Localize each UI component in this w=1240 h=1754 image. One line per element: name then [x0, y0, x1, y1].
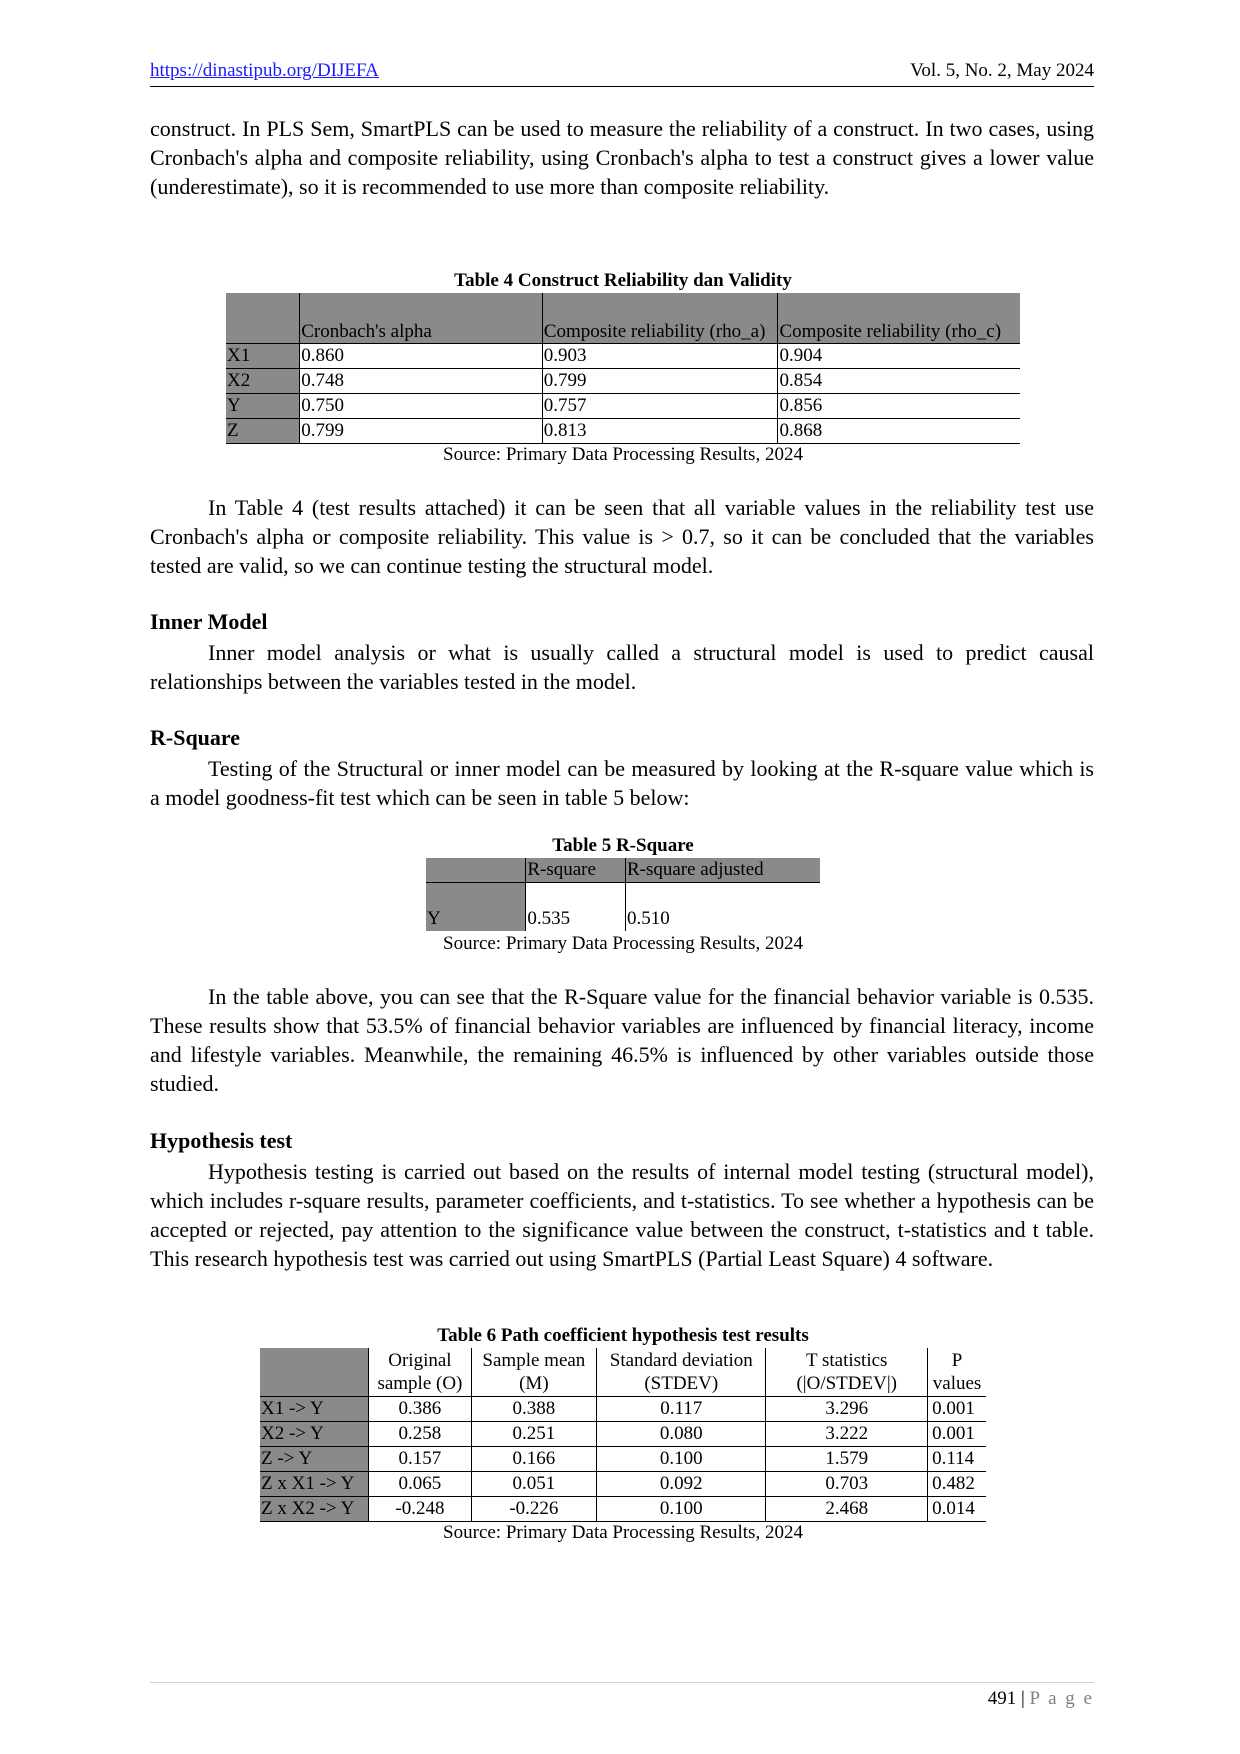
table-header-cell	[426, 858, 526, 883]
table6-caption: Table 6 Path coefficient hypothesis test results	[437, 1325, 809, 1346]
heading-r-square: R-Square	[150, 725, 241, 750]
table-cell: 0.703	[766, 1472, 928, 1497]
table-header-cell: R-square	[526, 858, 626, 883]
table-cell: 0.114	[928, 1447, 986, 1472]
table-row	[260, 1447, 986, 1472]
table-header-cell: Cronbach's alpha	[300, 293, 543, 344]
table-cell: 0.748	[300, 369, 543, 394]
table-cell: 2.468	[766, 1497, 928, 1522]
table-row	[426, 883, 820, 932]
paragraph-r-square-analysis: In the table above, you can see that the R-Square value for the financial behavior variable is 0.535. These results show that 53.5% of financial behavior variables are influenced by financial literacy, income and lifestyle variables. Meanwhile, the remaining 46.5% is influenced by other variables outside those studied.	[150, 984, 1094, 1096]
issue-info: Vol. 5, No. 2, May 2024	[910, 60, 1094, 81]
row-label: X1	[226, 344, 300, 369]
table4-reliability	[226, 293, 1020, 444]
table-row	[226, 344, 1020, 369]
table-cell: 0.750	[300, 394, 543, 419]
row-label: Z	[226, 419, 300, 444]
heading-hypothesis-test: Hypothesis test	[150, 1128, 293, 1153]
table-cell: 3.296	[766, 1397, 928, 1422]
table-cell: 0.903	[542, 344, 778, 369]
table-header-cell: Composite reliability (rho_c)	[778, 293, 1020, 344]
table-cell: 0.080	[597, 1422, 766, 1447]
table5-caption: Table 5 R-Square	[552, 835, 694, 856]
table-header-row	[226, 293, 1020, 344]
table-header-cell: Composite reliability (rho_a)	[542, 293, 778, 344]
table4-caption: Table 4 Construct Reliability dan Validity	[454, 270, 792, 291]
table-header-cell: R-square adjusted	[625, 858, 820, 883]
table-cell: 0.482	[928, 1472, 986, 1497]
table-cell: 0.117	[597, 1397, 766, 1422]
table-cell: 3.222	[766, 1422, 928, 1447]
table6-source: Source: Primary Data Processing Results, 2024	[443, 1522, 803, 1543]
table-cell: 0.388	[471, 1397, 597, 1422]
table-cell: 0.868	[778, 419, 1020, 444]
table-cell: 0.757	[542, 394, 778, 419]
table-cell: 0.092	[597, 1472, 766, 1497]
table-cell: 0.799	[300, 419, 543, 444]
table-row	[226, 394, 1020, 419]
table-cell: 0.100	[597, 1497, 766, 1522]
table-cell: 0.535	[526, 883, 626, 932]
heading-inner-model: Inner Model	[150, 609, 268, 634]
table-cell: 0.813	[542, 419, 778, 444]
table-cell: 0.904	[778, 344, 1020, 369]
table-row	[226, 419, 1020, 444]
table-header-cell: Original sample (O)	[369, 1348, 471, 1397]
footer-divider	[150, 1682, 1094, 1683]
table-cell: 0.100	[597, 1447, 766, 1472]
page-separator: |	[1020, 1688, 1025, 1709]
table-cell: 0.065	[369, 1472, 471, 1497]
table-cell: 0.051	[471, 1472, 597, 1497]
paragraph-construct-reliability: construct. In PLS Sem, SmartPLS can be used to measure the reliability of a construct. In two cases, using Cronbach's alpha and composite reliability, using Cronbach's alpha to test a construct gives a lower value (underestimate), so it is recommended to use more than composite reliability.	[150, 116, 1094, 199]
table-cell: 0.856	[778, 394, 1020, 419]
paragraph-inner-model: Inner model analysis or what is usually called a structural model is used to predict causal relationships between the variables tested in the model.	[150, 640, 1094, 694]
page-label: P a g e	[1029, 1688, 1094, 1709]
table-row	[260, 1422, 986, 1447]
row-label: X2 -> Y	[260, 1422, 369, 1447]
table-row	[260, 1497, 986, 1522]
table-cell: 0.860	[300, 344, 543, 369]
header-divider	[150, 86, 1094, 87]
table-cell: 1.579	[766, 1447, 928, 1472]
table-row	[226, 369, 1020, 394]
table-row	[260, 1472, 986, 1497]
table-cell: 0.001	[928, 1422, 986, 1447]
table-header-row	[426, 858, 820, 883]
table-row	[260, 1397, 986, 1422]
table-cell: 0.251	[471, 1422, 597, 1447]
table4-source: Source: Primary Data Processing Results, 2024	[443, 444, 803, 465]
row-label: X1 -> Y	[260, 1397, 369, 1422]
table-header-cell	[260, 1348, 369, 1397]
table-cell: 0.510	[625, 883, 820, 932]
table-cell: 0.386	[369, 1397, 471, 1422]
table-cell: 0.258	[369, 1422, 471, 1447]
row-label: X2	[226, 369, 300, 394]
table6-path-coefficients	[260, 1348, 986, 1522]
row-label: Z -> Y	[260, 1447, 369, 1472]
row-label: Z x X2 -> Y	[260, 1497, 369, 1522]
table5-r-square	[426, 858, 820, 931]
paragraph-r-square: Testing of the Structural or inner model can be measured by looking at the R-square value which is a model goodness-fit test which can be seen in table 5 below:	[150, 756, 1094, 810]
table-cell: 0.001	[928, 1397, 986, 1422]
table-cell: 0.854	[778, 369, 1020, 394]
journal-url-link[interactable]: https://dinastipub.org/DIJEFA	[150, 60, 379, 81]
table-header-cell	[226, 293, 300, 344]
table-header-cell: Sample mean (M)	[471, 1348, 597, 1397]
page-footer	[988, 1688, 1094, 1710]
row-label: Y	[426, 883, 526, 932]
table-cell: -0.226	[471, 1497, 597, 1522]
paragraph-table4-analysis: In Table 4 (test results attached) it can be seen that all variable values in the reliability test use Cronbach's alpha or composite reliability. This value is > 0.7, so it can be concluded that the variables tested are valid, so we can continue testing the structural model.	[150, 495, 1094, 578]
table-header-row	[260, 1348, 986, 1397]
table-cell: 0.799	[542, 369, 778, 394]
table-header-cell: Standard deviation (STDEV)	[597, 1348, 766, 1397]
page-number: 491	[987, 1688, 1017, 1709]
table-cell: 0.166	[471, 1447, 597, 1472]
table-cell: -0.248	[369, 1497, 471, 1522]
table-cell: 0.157	[369, 1447, 471, 1472]
table-cell: 0.014	[928, 1497, 986, 1522]
table5-source: Source: Primary Data Processing Results, 2024	[443, 933, 803, 954]
row-label: Z x X1 -> Y	[260, 1472, 369, 1497]
table-header-cell: P values	[928, 1348, 986, 1397]
paragraph-hypothesis-test: Hypothesis testing is carried out based on the results of internal model testing (structural model), which includes r-square results, parameter coefficients, and t-statistics. To see whether a hypothesis can be accepted or rejected, pay attention to the significance value between the construct, t-statistics and t table. This research hypothesis test was carried out using SmartPLS (Partial Least Square) 4 software.	[150, 1159, 1094, 1271]
row-label: Y	[226, 394, 300, 419]
table-header-cell: T statistics (|O/STDEV|)	[766, 1348, 928, 1397]
